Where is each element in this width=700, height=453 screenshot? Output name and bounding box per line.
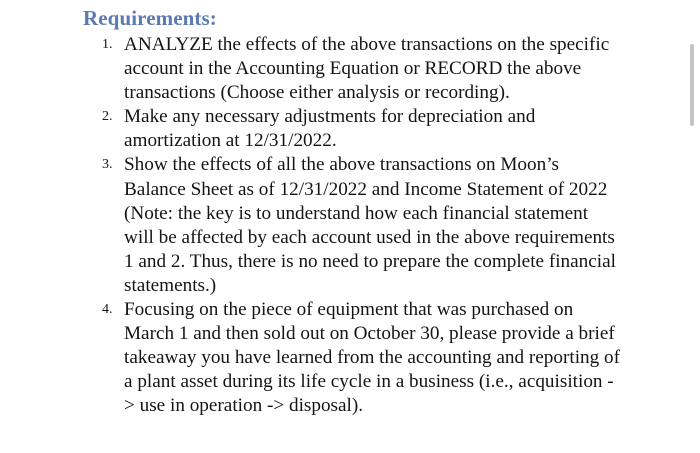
requirement-number: 4. [102, 302, 113, 318]
requirement-text: Focusing on the piece of equipment that was purchased on March 1 and then sold out on October 30, please provide a brief takeaway you have learned from the accounting and reporting of a plant asset during its life cycle in a business (i.e., acquisition -> use in operation -> disposal). [124, 299, 621, 417]
requirement-number: 2. [102, 109, 113, 125]
requirement-item [100, 298, 620, 418]
requirements-list [100, 33, 620, 419]
requirements-heading: Requirements: [83, 6, 217, 30]
requirement-text: Show the effects of all the above transactions on Moon’s Balance Sheet as of 12/31/2022 and Income Statement of 2022 (Note: the key is to understand how each financial statement will be affected by each account used in the above requirements 1 and 2. Thus, there is no need to prepare the complete financial statements.) [124, 154, 616, 296]
requirement-text: ANALYZE the effects of the above transactions on the specific account in the Accounting Equation or RECORD the above transactions (Choose either analysis or recording). [124, 34, 610, 104]
requirement-text: Make any necessary adjustments for depreciation and amortization at 12/31/2022. [124, 106, 536, 152]
vertical-scrollbar[interactable] [690, 44, 694, 126]
requirement-item [100, 33, 620, 105]
requirement-item [100, 153, 620, 298]
requirement-number: 3. [102, 157, 113, 173]
requirement-number: 1. [102, 37, 113, 52]
requirement-item [100, 105, 620, 153]
